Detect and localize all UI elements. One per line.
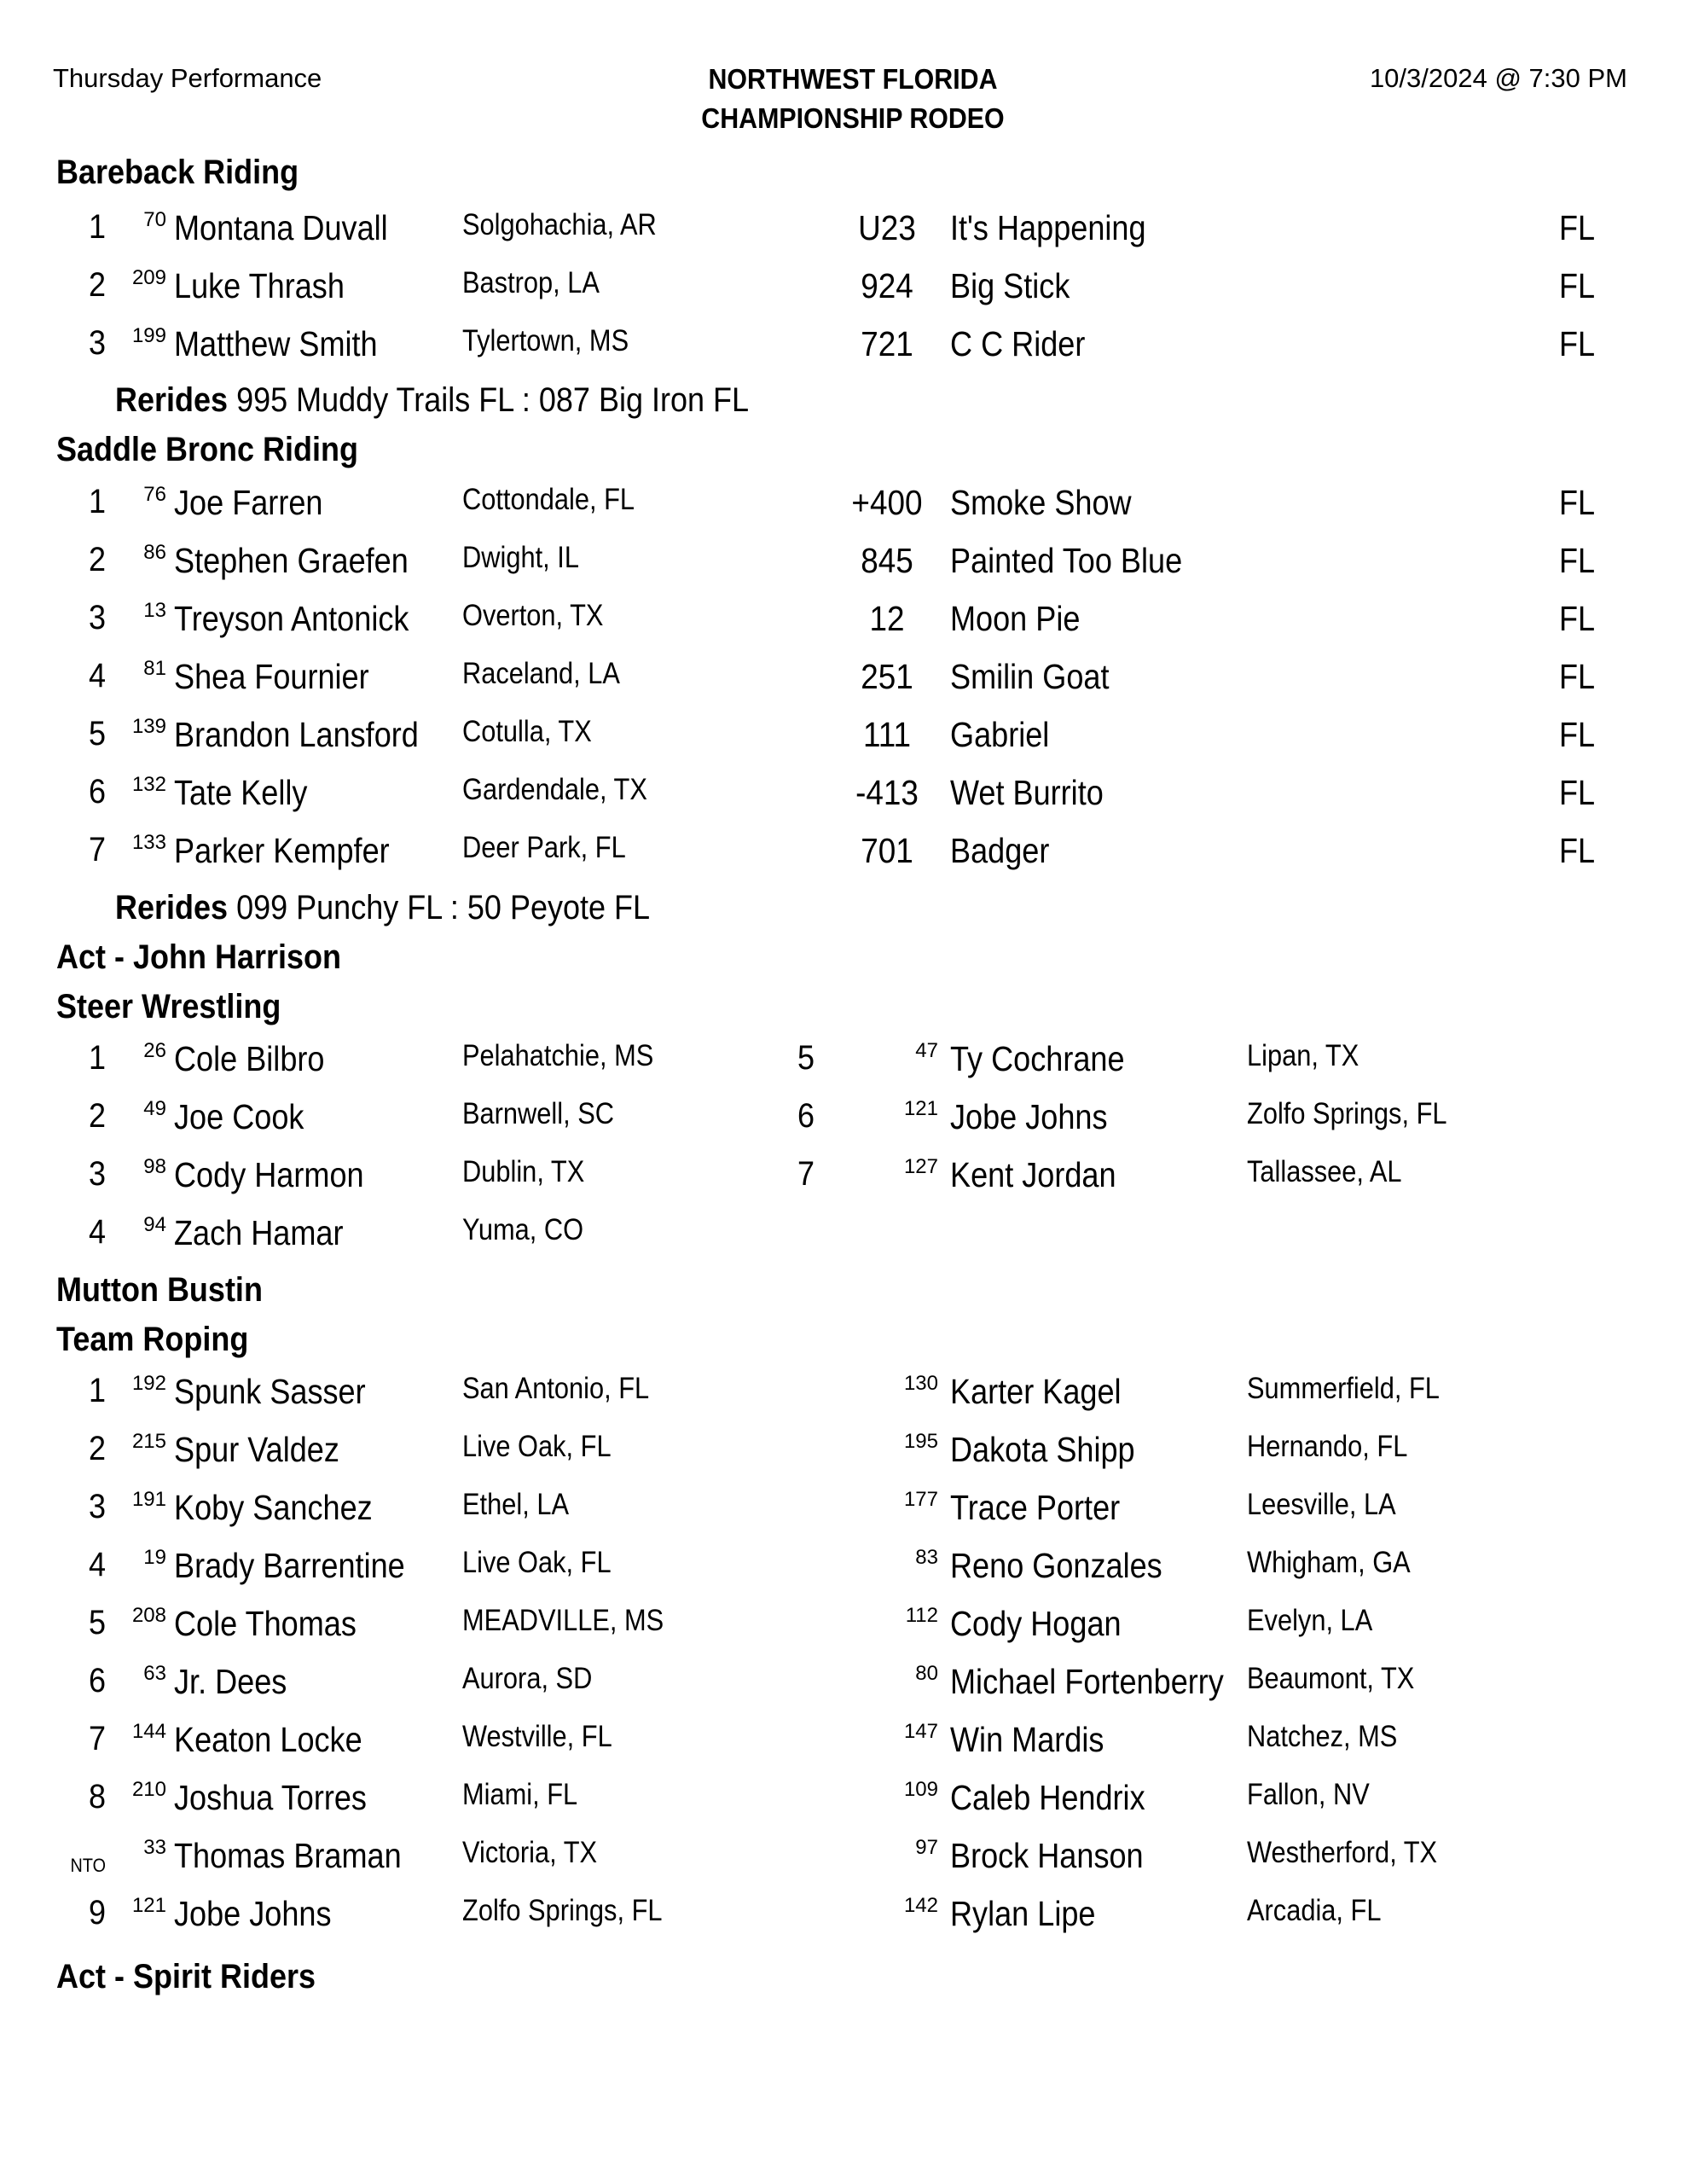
position: 5 xyxy=(88,715,106,752)
list-item xyxy=(0,208,1687,259)
saddle-bronc-rerides xyxy=(115,889,650,927)
act-spirit-riders: Act - Spirit Riders xyxy=(56,1958,316,1995)
position: 7 xyxy=(88,831,106,868)
list-item xyxy=(0,1604,1687,1655)
header-hometown: Miami, FL xyxy=(462,1778,578,1811)
position: 8 xyxy=(88,1778,106,1815)
position: 6 xyxy=(88,773,106,810)
heeler-hometown: Westherford, TX xyxy=(1247,1836,1438,1869)
heeler-hometown: Beaumont, TX xyxy=(1247,1662,1415,1695)
list-item xyxy=(0,1097,1687,1148)
contestant-name: Kent Jordan xyxy=(950,1155,1116,1194)
position: NTO xyxy=(70,1855,106,1876)
heeler-hometown: Natchez, MS xyxy=(1247,1720,1398,1753)
header-hometown: Zolfo Springs, FL xyxy=(462,1894,663,1927)
heeler-number: 109 xyxy=(903,1778,938,1801)
contestant-name: Shea Fournier xyxy=(174,657,369,696)
stock-number: 924 xyxy=(861,266,913,305)
hometown: Deer Park, FL xyxy=(462,831,626,864)
list-item xyxy=(0,1155,1687,1206)
hometown: Dublin, TX xyxy=(462,1155,585,1188)
contestant-number: 70 xyxy=(143,208,166,231)
list-item xyxy=(0,483,1687,534)
list-item xyxy=(0,1372,1687,1423)
header-name: Keaton Locke xyxy=(174,1720,362,1759)
header-number: 33 xyxy=(143,1836,166,1859)
heeler-number: 97 xyxy=(915,1836,938,1859)
header-name: Jr. Dees xyxy=(174,1662,287,1701)
title-line-1: NORTHWEST FLORIDA xyxy=(708,63,998,95)
contestant-number: 133 xyxy=(131,831,166,854)
position: 5 xyxy=(797,1039,815,1077)
contestant-number: 76 xyxy=(143,483,166,506)
heeler-hometown: Arcadia, FL xyxy=(1247,1894,1382,1927)
header-hometown: Live Oak, FL xyxy=(462,1430,612,1463)
position: 5 xyxy=(88,1604,106,1641)
list-item xyxy=(0,1430,1687,1481)
section-mutton-bustin: Mutton Bustin xyxy=(56,1271,263,1309)
contestant-name: Treyson Antonick xyxy=(174,599,409,638)
list-item xyxy=(0,324,1687,375)
heeler-hometown: Summerfield, FL xyxy=(1247,1372,1440,1405)
list-item xyxy=(0,1039,1687,1090)
list-item xyxy=(0,831,1687,882)
hometown: Pelahatchie, MS xyxy=(462,1039,654,1072)
stock-contractor: FL xyxy=(1559,266,1596,305)
stock-contractor: FL xyxy=(1559,324,1596,363)
heeler-name: Brock Hanson xyxy=(950,1836,1144,1875)
stock-contractor: FL xyxy=(1559,657,1596,696)
section-saddle-bronc: Saddle Bronc Riding xyxy=(56,431,359,468)
header-hometown: MEADVILLE, MS xyxy=(462,1604,664,1637)
hometown: Gardendale, TX xyxy=(462,773,647,806)
contestant-number: 98 xyxy=(143,1155,166,1178)
heeler-name: Rylan Lipe xyxy=(950,1894,1096,1933)
heeler-number: 83 xyxy=(915,1546,938,1569)
stock-name: Smilin Goat xyxy=(950,657,1110,696)
list-item xyxy=(0,599,1687,650)
contestant-number: 94 xyxy=(143,1213,166,1236)
heeler-number: 112 xyxy=(905,1604,938,1627)
contestant-name: Luke Thrash xyxy=(174,266,345,305)
title-line-2: CHAMPIONSHIP RODEO xyxy=(701,102,1005,134)
header-number: 210 xyxy=(131,1778,166,1801)
position: 2 xyxy=(88,1430,106,1467)
stock-contractor: FL xyxy=(1559,541,1596,580)
heeler-number: 80 xyxy=(915,1662,938,1685)
stock-name: C C Rider xyxy=(950,324,1086,363)
hometown: Raceland, LA xyxy=(462,657,620,690)
position: 4 xyxy=(88,657,106,694)
stock-contractor: FL xyxy=(1559,599,1596,638)
list-item xyxy=(0,715,1687,766)
hometown: Tallassee, AL xyxy=(1247,1155,1402,1188)
contestant-number: 47 xyxy=(915,1039,938,1062)
position: 7 xyxy=(797,1155,815,1193)
contestant-number: 199 xyxy=(131,324,166,347)
heeler-hometown: Whigham, GA xyxy=(1247,1546,1411,1579)
stock-number: U23 xyxy=(858,208,916,247)
hometown: Cotulla, TX xyxy=(462,715,592,748)
contestant-name: Parker Kempfer xyxy=(174,831,390,870)
heeler-name: Dakota Shipp xyxy=(950,1430,1135,1469)
rerides-label: Rerides xyxy=(115,381,229,419)
contestant-number: 81 xyxy=(143,657,166,680)
contestant-name: Stephen Graefen xyxy=(174,541,409,580)
heeler-name: Trace Porter xyxy=(950,1488,1121,1527)
position: 1 xyxy=(88,1039,106,1077)
contestant-name: Joe Farren xyxy=(174,483,323,522)
contestant-name: Cody Harmon xyxy=(174,1155,364,1194)
position: 3 xyxy=(88,599,106,636)
position: 4 xyxy=(88,1546,106,1583)
header-name: Spunk Sasser xyxy=(174,1372,366,1411)
stock-name: Badger xyxy=(950,831,1050,870)
stock-contractor: FL xyxy=(1559,208,1596,247)
contestant-name: Cole Bilbro xyxy=(174,1039,325,1078)
stock-contractor: FL xyxy=(1559,773,1596,812)
header-name: Brady Barrentine xyxy=(174,1546,405,1585)
stock-name: Gabriel xyxy=(950,715,1050,754)
header-hometown: San Antonio, FL xyxy=(462,1372,650,1405)
section-bareback: Bareback Riding xyxy=(56,154,299,191)
position: 2 xyxy=(88,266,106,304)
stock-number: 845 xyxy=(861,541,913,580)
header-number: 192 xyxy=(131,1372,166,1395)
header-name: Joshua Torres xyxy=(174,1778,367,1817)
hometown: Overton, TX xyxy=(462,599,604,632)
hometown: Dwight, IL xyxy=(462,541,579,574)
position: 1 xyxy=(88,1372,106,1409)
list-item xyxy=(0,1546,1687,1597)
stock-contractor: FL xyxy=(1559,831,1596,870)
hometown: Bastrop, LA xyxy=(462,266,600,299)
stock-name: Wet Burrito xyxy=(950,773,1104,812)
contestant-name: Zach Hamar xyxy=(174,1213,344,1252)
list-item xyxy=(0,1894,1687,1945)
list-item xyxy=(0,657,1687,708)
position: 3 xyxy=(88,1488,106,1525)
contestant-name: Ty Cochrane xyxy=(950,1039,1125,1078)
list-item xyxy=(0,1778,1687,1829)
header-number: 144 xyxy=(131,1720,166,1743)
heeler-hometown: Evelyn, LA xyxy=(1247,1604,1373,1637)
contestant-name: Tate Kelly xyxy=(174,773,308,812)
stock-number: 251 xyxy=(861,657,913,696)
heeler-number: 177 xyxy=(903,1488,938,1511)
list-item xyxy=(0,1488,1687,1539)
contestant-number: 26 xyxy=(143,1039,166,1062)
bareback-rerides xyxy=(115,381,749,420)
contestant-name: Montana Duvall xyxy=(174,208,388,247)
header-hometown: Live Oak, FL xyxy=(462,1546,612,1579)
heeler-number: 195 xyxy=(903,1430,938,1453)
contestant-name: Brandon Lansford xyxy=(174,715,419,754)
header-left: Thursday Performance xyxy=(53,63,322,93)
list-item xyxy=(0,1662,1687,1713)
stock-number: 701 xyxy=(861,831,913,870)
section-steer-wrestling: Steer Wrestling xyxy=(56,988,281,1025)
heeler-number: 147 xyxy=(903,1720,938,1743)
header-number: 121 xyxy=(131,1894,166,1917)
stock-name: It's Happening xyxy=(950,208,1146,247)
page-title xyxy=(617,60,1088,138)
stock-contractor: FL xyxy=(1559,715,1596,754)
header-name: Spur Valdez xyxy=(174,1430,339,1469)
stock-name: Moon Pie xyxy=(950,599,1081,638)
stock-number: +400 xyxy=(851,483,923,522)
heeler-name: Karter Kagel xyxy=(950,1372,1122,1411)
header-name: Cole Thomas xyxy=(174,1604,357,1643)
contestant-number: 139 xyxy=(131,715,166,738)
position: 3 xyxy=(88,1155,106,1193)
contestant-name: Matthew Smith xyxy=(174,324,378,363)
section-team-roping: Team Roping xyxy=(56,1321,249,1358)
list-item xyxy=(0,1720,1687,1771)
position: 1 xyxy=(88,483,106,520)
contestant-number: 209 xyxy=(131,266,166,289)
heeler-name: Cody Hogan xyxy=(950,1604,1122,1643)
hometown: Lipan, TX xyxy=(1247,1039,1359,1072)
contestant-number: 49 xyxy=(143,1097,166,1120)
position: 2 xyxy=(88,1097,106,1135)
heeler-name: Reno Gonzales xyxy=(950,1546,1162,1585)
hometown: Solgohachia, AR xyxy=(462,208,657,241)
heeler-name: Win Mardis xyxy=(950,1720,1104,1759)
header-number: 63 xyxy=(143,1662,166,1685)
header-hometown: Ethel, LA xyxy=(462,1488,570,1521)
contestant-number: 127 xyxy=(903,1155,938,1178)
contestant-number: 132 xyxy=(131,773,166,796)
header-number: 215 xyxy=(131,1430,166,1453)
contestant-name: Joe Cook xyxy=(174,1097,304,1136)
position: 6 xyxy=(797,1097,815,1135)
list-item xyxy=(0,1836,1687,1887)
list-item xyxy=(0,773,1687,824)
contestant-number: 13 xyxy=(143,599,166,622)
stock-name: Painted Too Blue xyxy=(950,541,1183,580)
position: 1 xyxy=(88,208,106,246)
stock-number: -413 xyxy=(855,773,919,812)
heeler-hometown: Fallon, NV xyxy=(1247,1778,1370,1811)
position: 6 xyxy=(88,1662,106,1699)
heeler-name: Michael Fortenberry xyxy=(950,1662,1224,1701)
hometown: Cottondale, FL xyxy=(462,483,635,516)
position: 9 xyxy=(88,1894,106,1931)
header-name: Thomas Braman xyxy=(174,1836,402,1875)
hometown: Yuma, CO xyxy=(462,1213,584,1246)
header-number: 19 xyxy=(143,1546,166,1569)
header-hometown: Westville, FL xyxy=(462,1720,612,1753)
rerides-text: 099 Punchy FL : 50 Peyote FL xyxy=(228,889,651,926)
heeler-number: 130 xyxy=(903,1372,938,1395)
hometown: Barnwell, SC xyxy=(462,1097,615,1130)
hometown: Zolfo Springs, FL xyxy=(1247,1097,1447,1130)
list-item xyxy=(0,1213,1687,1264)
list-item xyxy=(0,541,1687,592)
header-hometown: Aurora, SD xyxy=(462,1662,593,1695)
heeler-name: Caleb Hendrix xyxy=(950,1778,1145,1817)
header-date: 10/3/2024 @ 7:30 PM xyxy=(1369,63,1627,93)
position: 7 xyxy=(88,1720,106,1757)
contestant-number: 121 xyxy=(903,1097,938,1120)
header-name: Jobe Johns xyxy=(174,1894,332,1933)
stock-number: 111 xyxy=(862,715,912,754)
heeler-number: 142 xyxy=(903,1894,938,1917)
position: 2 xyxy=(88,541,106,578)
act-john-harrison: Act - John Harrison xyxy=(56,938,342,976)
heeler-hometown: Hernando, FL xyxy=(1247,1430,1408,1463)
header-hometown: Victoria, TX xyxy=(462,1836,598,1869)
contestant-name: Jobe Johns xyxy=(950,1097,1108,1136)
contestant-number: 86 xyxy=(143,541,166,564)
hometown: Tylertown, MS xyxy=(462,324,629,357)
stock-number: 12 xyxy=(869,599,905,638)
header-number: 208 xyxy=(131,1604,166,1627)
header-number: 191 xyxy=(131,1488,166,1511)
rerides-text: 995 Muddy Trails FL : 087 Big Iron FL xyxy=(228,381,750,419)
stock-number: 721 xyxy=(861,324,913,363)
stock-name: Smoke Show xyxy=(950,483,1132,522)
list-item xyxy=(0,266,1687,317)
rerides-label: Rerides xyxy=(115,889,229,926)
stock-contractor: FL xyxy=(1559,483,1596,522)
position: 4 xyxy=(88,1213,106,1251)
stock-name: Big Stick xyxy=(950,266,1070,305)
position: 3 xyxy=(88,324,106,362)
heeler-hometown: Leesville, LA xyxy=(1247,1488,1396,1521)
header-name: Koby Sanchez xyxy=(174,1488,373,1527)
